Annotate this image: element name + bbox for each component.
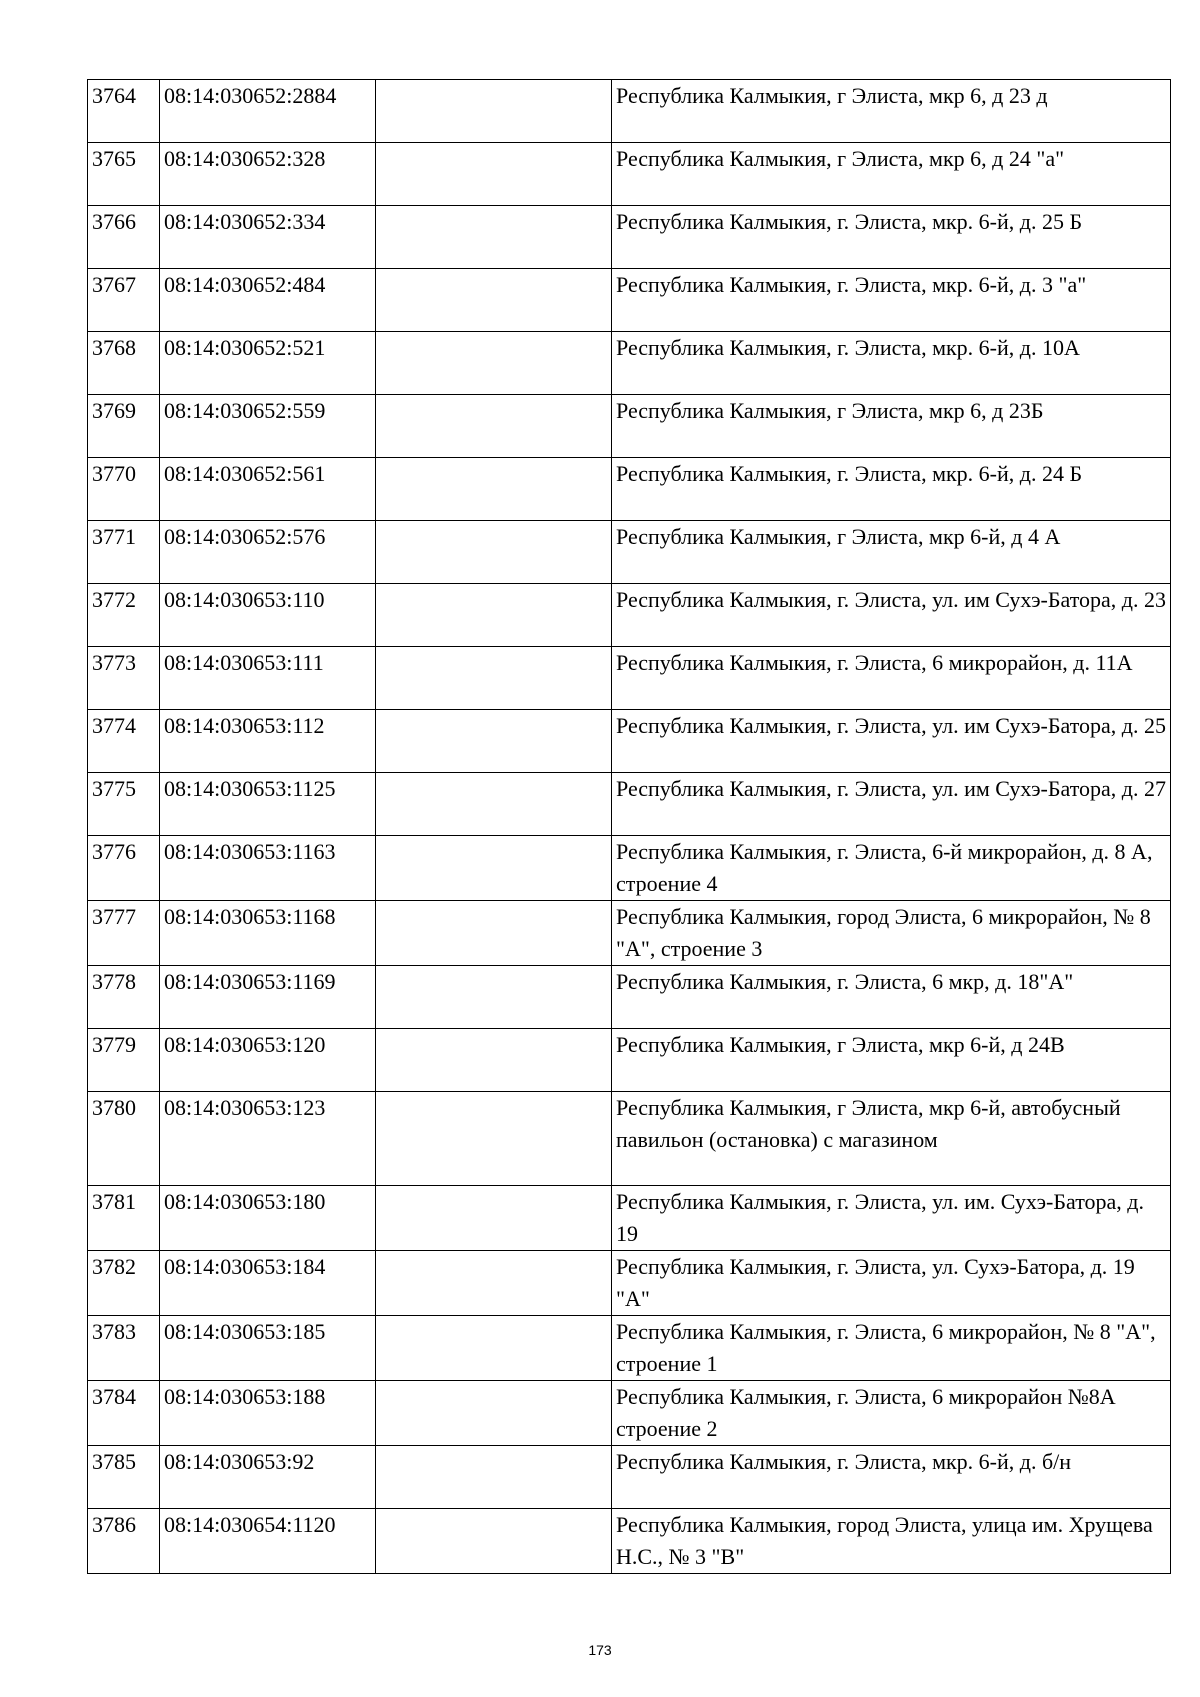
address: Республика Калмыкия, г Элиста, мкр 6-й, д 24В	[612, 1029, 1171, 1092]
address: Республика Калмыкия, г. Элиста, 6 микрорайон, д. 11А	[612, 647, 1171, 710]
note-cell	[376, 143, 612, 206]
address: Республика Калмыкия, г. Элиста, ул. им Сухэ-Батора, д. 27	[612, 773, 1171, 836]
address: Республика Калмыкия, г. Элиста, ул. им Сухэ-Батора, д. 23	[612, 584, 1171, 647]
cadastral-number: 08:14:030653:110	[160, 584, 376, 647]
table-row	[88, 395, 1171, 458]
row-number: 3765	[88, 143, 160, 206]
cadastral-number: 08:14:030653:188	[160, 1381, 376, 1446]
cadastral-number: 08:14:030653:92	[160, 1446, 376, 1509]
note-cell	[376, 1029, 612, 1092]
address: Республика Калмыкия, г. Элиста, мкр. 6-й, д. 25 Б	[612, 206, 1171, 269]
cadastral-number: 08:14:030653:1125	[160, 773, 376, 836]
address: Республика Калмыкия, г. Элиста, мкр. 6-й, д. 3 "а"	[612, 269, 1171, 332]
row-number: 3779	[88, 1029, 160, 1092]
address: Республика Калмыкия, г. Элиста, 6 микрорайон, № 8 "А", строение 1	[612, 1316, 1171, 1381]
note-cell	[376, 584, 612, 647]
address: Республика Калмыкия, г Элиста, мкр 6, д 24 "а"	[612, 143, 1171, 206]
note-cell	[376, 710, 612, 773]
note-cell	[376, 836, 612, 901]
row-number: 3766	[88, 206, 160, 269]
row-number: 3764	[88, 80, 160, 143]
row-number: 3769	[88, 395, 160, 458]
cadastral-number: 08:14:030654:1120	[160, 1509, 376, 1574]
table-row	[88, 1446, 1171, 1509]
note-cell	[376, 458, 612, 521]
address: Республика Калмыкия, г Элиста, мкр 6, д 23 д	[612, 80, 1171, 143]
row-number: 3782	[88, 1251, 160, 1316]
row-number: 3767	[88, 269, 160, 332]
row-number: 3772	[88, 584, 160, 647]
address: Республика Калмыкия, г. Элиста, ул. им Сухэ-Батора, д. 25	[612, 710, 1171, 773]
note-cell	[376, 395, 612, 458]
table-row	[88, 1509, 1171, 1574]
row-number: 3785	[88, 1446, 160, 1509]
row-number: 3783	[88, 1316, 160, 1381]
row-number: 3781	[88, 1186, 160, 1251]
address: Республика Калмыкия, г. Элиста, мкр. 6-й, д. 24 Б	[612, 458, 1171, 521]
table-row	[88, 836, 1171, 901]
cadastral-number: 08:14:030652:2884	[160, 80, 376, 143]
cadastral-number: 08:14:030652:328	[160, 143, 376, 206]
row-number: 3780	[88, 1092, 160, 1186]
row-number: 3771	[88, 521, 160, 584]
address: Республика Калмыкия, г. Элиста, 6-й микрорайон, д. 8 А, строение 4	[612, 836, 1171, 901]
table-row	[88, 521, 1171, 584]
table-row	[88, 269, 1171, 332]
cadastral-number: 08:14:030653:111	[160, 647, 376, 710]
cadastral-number: 08:14:030652:559	[160, 395, 376, 458]
note-cell	[376, 1446, 612, 1509]
table-row	[88, 80, 1171, 143]
cadastral-number: 08:14:030653:1169	[160, 966, 376, 1029]
cadastral-number: 08:14:030652:521	[160, 332, 376, 395]
table-row	[88, 966, 1171, 1029]
table-row	[88, 773, 1171, 836]
note-cell	[376, 1092, 612, 1186]
note-cell	[376, 269, 612, 332]
row-number: 3778	[88, 966, 160, 1029]
address: Республика Калмыкия, город Элиста, 6 микрорайон, № 8 "А", строение 3	[612, 901, 1171, 966]
row-number: 3768	[88, 332, 160, 395]
note-cell	[376, 1316, 612, 1381]
cadastral-number: 08:14:030653:1168	[160, 901, 376, 966]
row-number: 3773	[88, 647, 160, 710]
address: Республика Калмыкия, г. Элиста, мкр. 6-й, д. б/н	[612, 1446, 1171, 1509]
table-row	[88, 1092, 1171, 1186]
note-cell	[376, 1251, 612, 1316]
page-number: 173	[588, 1642, 612, 1658]
register-table	[87, 79, 1171, 1574]
cadastral-number: 08:14:030652:561	[160, 458, 376, 521]
table-row	[88, 647, 1171, 710]
cadastral-number: 08:14:030653:112	[160, 710, 376, 773]
note-cell	[376, 773, 612, 836]
cadastral-number: 08:14:030653:120	[160, 1029, 376, 1092]
table-row	[88, 1251, 1171, 1316]
table-row	[88, 332, 1171, 395]
address: Республика Калмыкия, г Элиста, мкр 6, д 23Б	[612, 395, 1171, 458]
address: Республика Калмыкия, г. Элиста, 6 мкр, д. 18"А"	[612, 966, 1171, 1029]
table-row	[88, 584, 1171, 647]
cadastral-number: 08:14:030652:484	[160, 269, 376, 332]
row-number: 3786	[88, 1509, 160, 1574]
note-cell	[376, 80, 612, 143]
row-number: 3774	[88, 710, 160, 773]
table-row	[88, 1316, 1171, 1381]
address: Республика Калмыкия, г Элиста, мкр 6-й, автобусный павильон (остановка) с магазином	[612, 1092, 1171, 1186]
table-row	[88, 901, 1171, 966]
cadastral-number: 08:14:030653:180	[160, 1186, 376, 1251]
row-number: 3775	[88, 773, 160, 836]
table-row	[88, 1029, 1171, 1092]
table-row	[88, 143, 1171, 206]
note-cell	[376, 206, 612, 269]
note-cell	[376, 1381, 612, 1446]
cadastral-number: 08:14:030653:184	[160, 1251, 376, 1316]
address: Республика Калмыкия, г. Элиста, 6 микрорайон №8А строение 2	[612, 1381, 1171, 1446]
note-cell	[376, 332, 612, 395]
row-number: 3777	[88, 901, 160, 966]
cadastral-number: 08:14:030653:185	[160, 1316, 376, 1381]
row-number: 3784	[88, 1381, 160, 1446]
address: Республика Калмыкия, г. Элиста, ул. им. Сухэ-Батора, д. 19	[612, 1186, 1171, 1251]
note-cell	[376, 966, 612, 1029]
note-cell	[376, 647, 612, 710]
cadastral-number: 08:14:030652:334	[160, 206, 376, 269]
table-row	[88, 710, 1171, 773]
address: Республика Калмыкия, г. Элиста, мкр. 6-й, д. 10А	[612, 332, 1171, 395]
cadastral-number: 08:14:030653:123	[160, 1092, 376, 1186]
note-cell	[376, 1509, 612, 1574]
table-row	[88, 206, 1171, 269]
register-body	[88, 80, 1171, 1574]
row-number: 3776	[88, 836, 160, 901]
address: Республика Калмыкия, г Элиста, мкр 6-й, д 4 А	[612, 521, 1171, 584]
table-row	[88, 1381, 1171, 1446]
table-row	[88, 458, 1171, 521]
address: Республика Калмыкия, г. Элиста, ул. Сухэ-Батора, д. 19 "А"	[612, 1251, 1171, 1316]
cadastral-number: 08:14:030652:576	[160, 521, 376, 584]
table-row	[88, 1186, 1171, 1251]
note-cell	[376, 901, 612, 966]
note-cell	[376, 521, 612, 584]
cadastral-number: 08:14:030653:1163	[160, 836, 376, 901]
address: Республика Калмыкия, город Элиста, улица им. Хрущева Н.С., № 3 "В"	[612, 1509, 1171, 1574]
row-number: 3770	[88, 458, 160, 521]
note-cell	[376, 1186, 612, 1251]
